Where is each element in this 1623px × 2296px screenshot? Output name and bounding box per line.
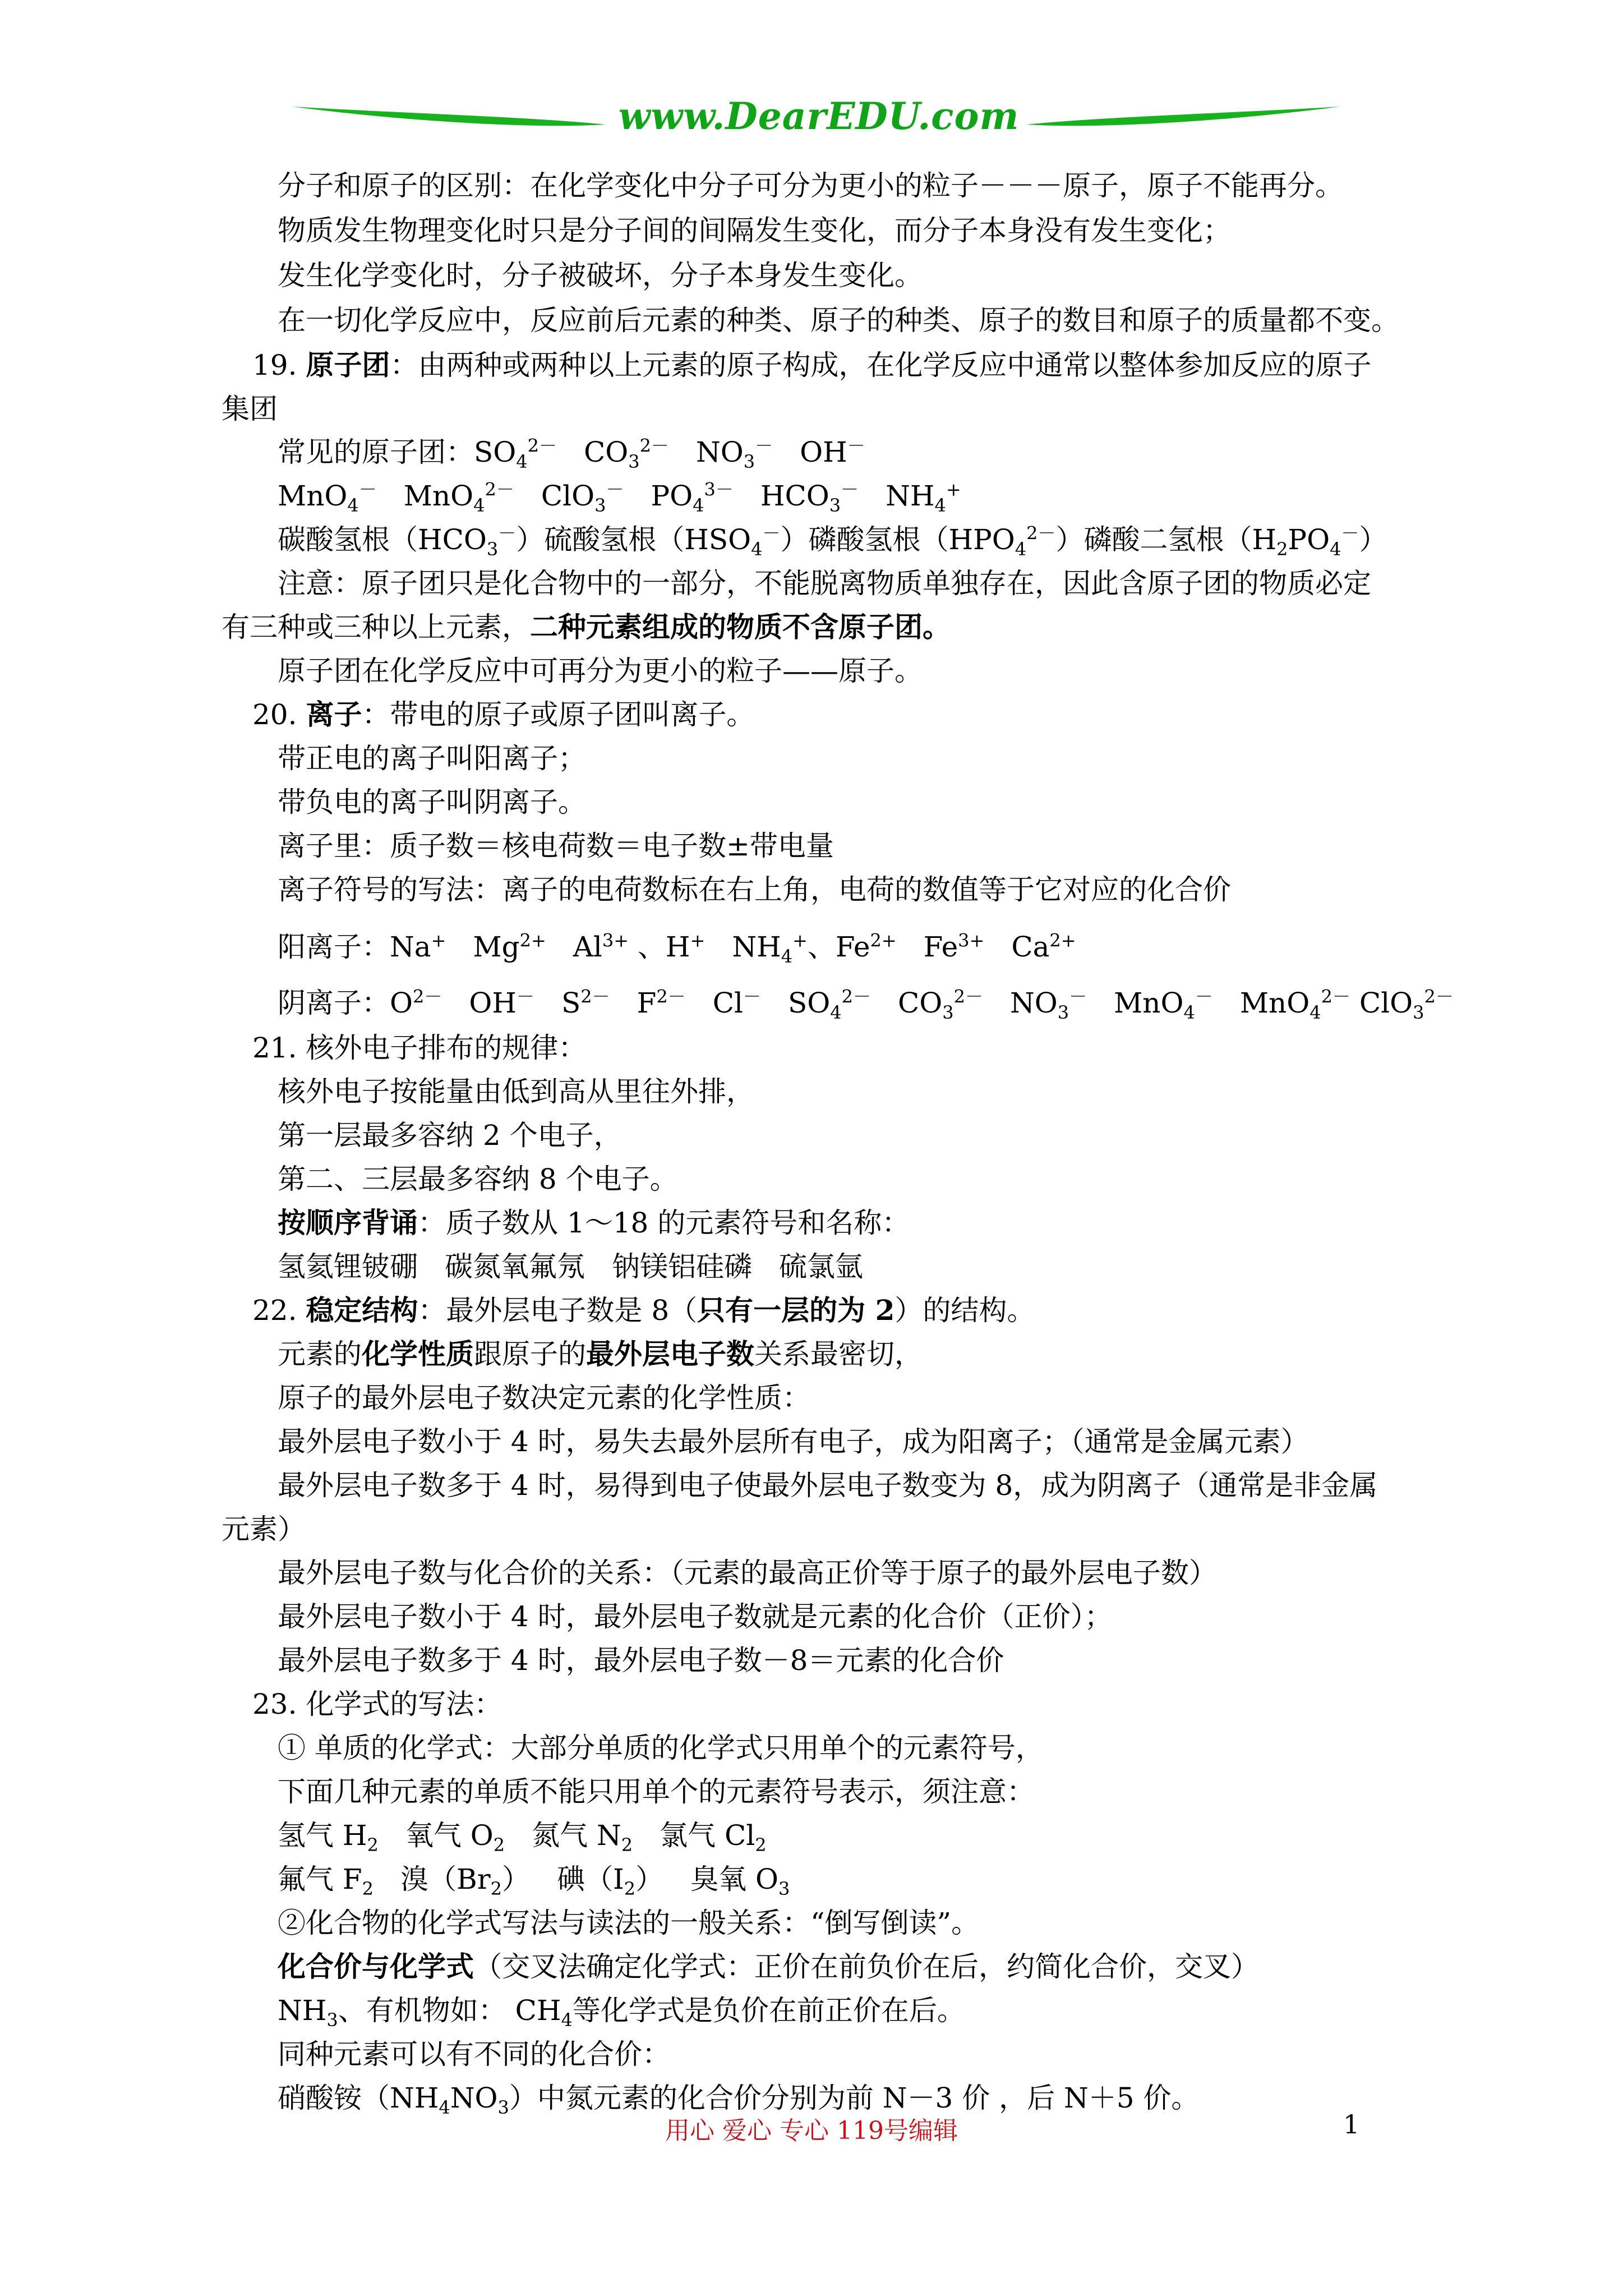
paragraph: 元素）	[222, 1513, 306, 1545]
section-20-heading: 20. 离子：带电的原子或原子团叫离子。	[252, 698, 755, 731]
site-header	[292, 84, 1340, 151]
paragraph: 注意：原子团只是化合物中的一部分，不能脱离物质单独存在，因此含原子团的物质必定	[278, 567, 1371, 600]
paragraph: 集团	[222, 393, 278, 425]
paragraph: 元素的化学性质跟原子的最外层电子数关系最密切，	[278, 1337, 923, 1370]
page-number: 1	[1343, 2109, 1360, 2139]
paragraph: 带负电的离子叫阴离子。	[278, 786, 586, 818]
paragraph: 离子符号的写法：离子的电荷数标在右上角，电荷的数值等于它对应的化合价	[278, 873, 1231, 906]
anion-list: 阴离子：$O^{2-}$ OH－ $S^{2-}$ $F^{2-}$ Cl－ $SO_4^{2-}$ $CO_3^{2-}$ $NO_3^-$ MnO$_4$－ MnO$_4^{2-}$ ClO$_3^{2-}$	[278, 986, 1454, 1023]
paragraph: 最外层电子数与化合价的关系：（元素的最高正价等于原子的最外层电子数）	[278, 1557, 1217, 1589]
term: 离子	[306, 698, 362, 731]
paragraph: 最外层电子数多于 4 时，易得到电子使最外层电子数变为 8，成为阴离子（通常是非金属	[278, 1469, 1378, 1502]
paragraph: 化合价与化学式（交叉法确定化学式：正价在前负价在后，约简化合价，交叉）	[278, 1950, 1259, 1983]
paragraph: 分子和原子的区别：在化学变化中分子可分为更小的粒子－－－原子，原子不能再分。	[278, 169, 1343, 202]
paragraph: 有三种或三种以上元素，二种元素组成的物质不含原子团。	[222, 610, 951, 643]
paragraph: 原子团在化学反应中可再分为更小的粒子——原子。	[278, 655, 923, 687]
section-19-heading: 19. 原子团：由两种或两种以上元素的原子构成，在化学反应中通常以整体参加反应的原子	[252, 348, 1372, 381]
paragraph: 带正电的离子叫阳离子；	[278, 742, 586, 775]
element-mnemonic: 氢氦锂铍硼 碳氮氧氟氖 钠镁铝硅磷 硫氯氩	[278, 1250, 863, 1283]
paragraph: 按顺序背诵：质子数从 1～18 的元素符号和名称：	[278, 1206, 910, 1239]
site-logo-text[interactable]: www.DearEDU.com	[618, 94, 1020, 138]
paragraph: 原子的最外层电子数决定元素的化学性质：	[278, 1382, 810, 1414]
term: 稳定结构	[306, 1294, 418, 1327]
term: 原子团	[306, 348, 390, 381]
paragraph: 在一切化学反应中，反应前后元素的种类、原子的种类、原子的数目和原子的质量都不变。	[278, 304, 1399, 337]
radical-names: 碳酸氢根$(HCO_3^-)$硫酸氢根$(HSO_4^-)$磷酸氢根$(HPO_4^{2-})$磷酸二氢根$(H_2PO_4^-)$	[278, 522, 1387, 560]
element-formulas: 氢气 $H_2$ 氧气 $O_2$ 氮气 $N_2$ 氯气 $Cl_2$	[278, 1819, 767, 1856]
footer-text: 用心 爱心 专心 119号编辑	[665, 2116, 958, 2145]
paragraph: 物质发生物理变化时只是分子间的间隔发生变化，而分子本身没有发生变化；	[278, 214, 1231, 247]
section-22-heading: 22. 稳定结构：最外层电子数是 8（只有一层的为 2）的结构。	[252, 1294, 1035, 1327]
radical-list: MnO$_4$－ MnO$_4^{2-}$ ClO$_3$－ $PO_4^{3-}$ $HCO_3^-$ $NH_4^+$	[278, 478, 961, 516]
paragraph: 发生化学变化时，分子被破坏，分子本身发生变化。	[278, 259, 923, 292]
element-formulas: 氟气 $F_2$ 溴$(Br_2)$ 碘$(I_2)$ 臭氧 $O_3$	[278, 1863, 790, 1899]
paragraph: 第一层最多容纳 2 个电子，	[278, 1119, 622, 1152]
section-21-heading: 21. 核外电子排布的规律：	[252, 1032, 587, 1064]
cation-list: 阳离子：Na+ $Mg^{2+}$ $Al^{3+}$ 、H+ $NH_4^+$、$Fe^{2+}$ $Fe^{3+}$ $Ca^{2+}$	[278, 930, 1076, 967]
paragraph: 同种元素可以有不同的化合价：	[278, 2038, 670, 2070]
paragraph: 离子里：质子数＝核电荷数＝电子数±带电量	[278, 830, 834, 862]
paragraph: $NH_3$、有机物如： $CH_4$等化学式是负价在前正价在后。	[278, 1994, 965, 2031]
paragraph: ②化合物的化学式写法与读法的一般关系：“倒写倒读”。	[278, 1907, 980, 1939]
section-23-heading: 23. 化学式的写法：	[252, 1688, 502, 1720]
paragraph: 最外层电子数多于 4 时，最外层电子数－8＝元素的化合价	[278, 1644, 1004, 1677]
paragraph: 核外电子按能量由低到高从里往外排，	[278, 1075, 754, 1108]
radical-list: 常见的原子团：$SO_4^{2-}$ $CO_3^{2-}$ $NO_3^-$ OH－	[278, 435, 865, 472]
paragraph: 最外层电子数小于 4 时，易失去最外层所有电子，成为阳离子；（通常是金属元素）	[278, 1425, 1309, 1458]
paragraph: 下面几种元素的单质不能只用单个的元素符号表示，须注意：	[278, 1775, 1035, 1808]
paragraph: 硝酸铵$(NH_4NO_3)$中氮元素的化合价分别为前 N－3 价 ，后 N＋5 价。	[278, 2082, 1200, 2118]
paragraph: 第二、三层最多容纳 8 个电子。	[278, 1163, 678, 1195]
paragraph: ① 单质的化学式：大部分单质的化学式只用单个的元素符号，	[278, 1732, 1044, 1764]
paragraph: 最外层电子数小于 4 时，最外层电子数就是元素的化合价（正价）；	[278, 1600, 1113, 1633]
